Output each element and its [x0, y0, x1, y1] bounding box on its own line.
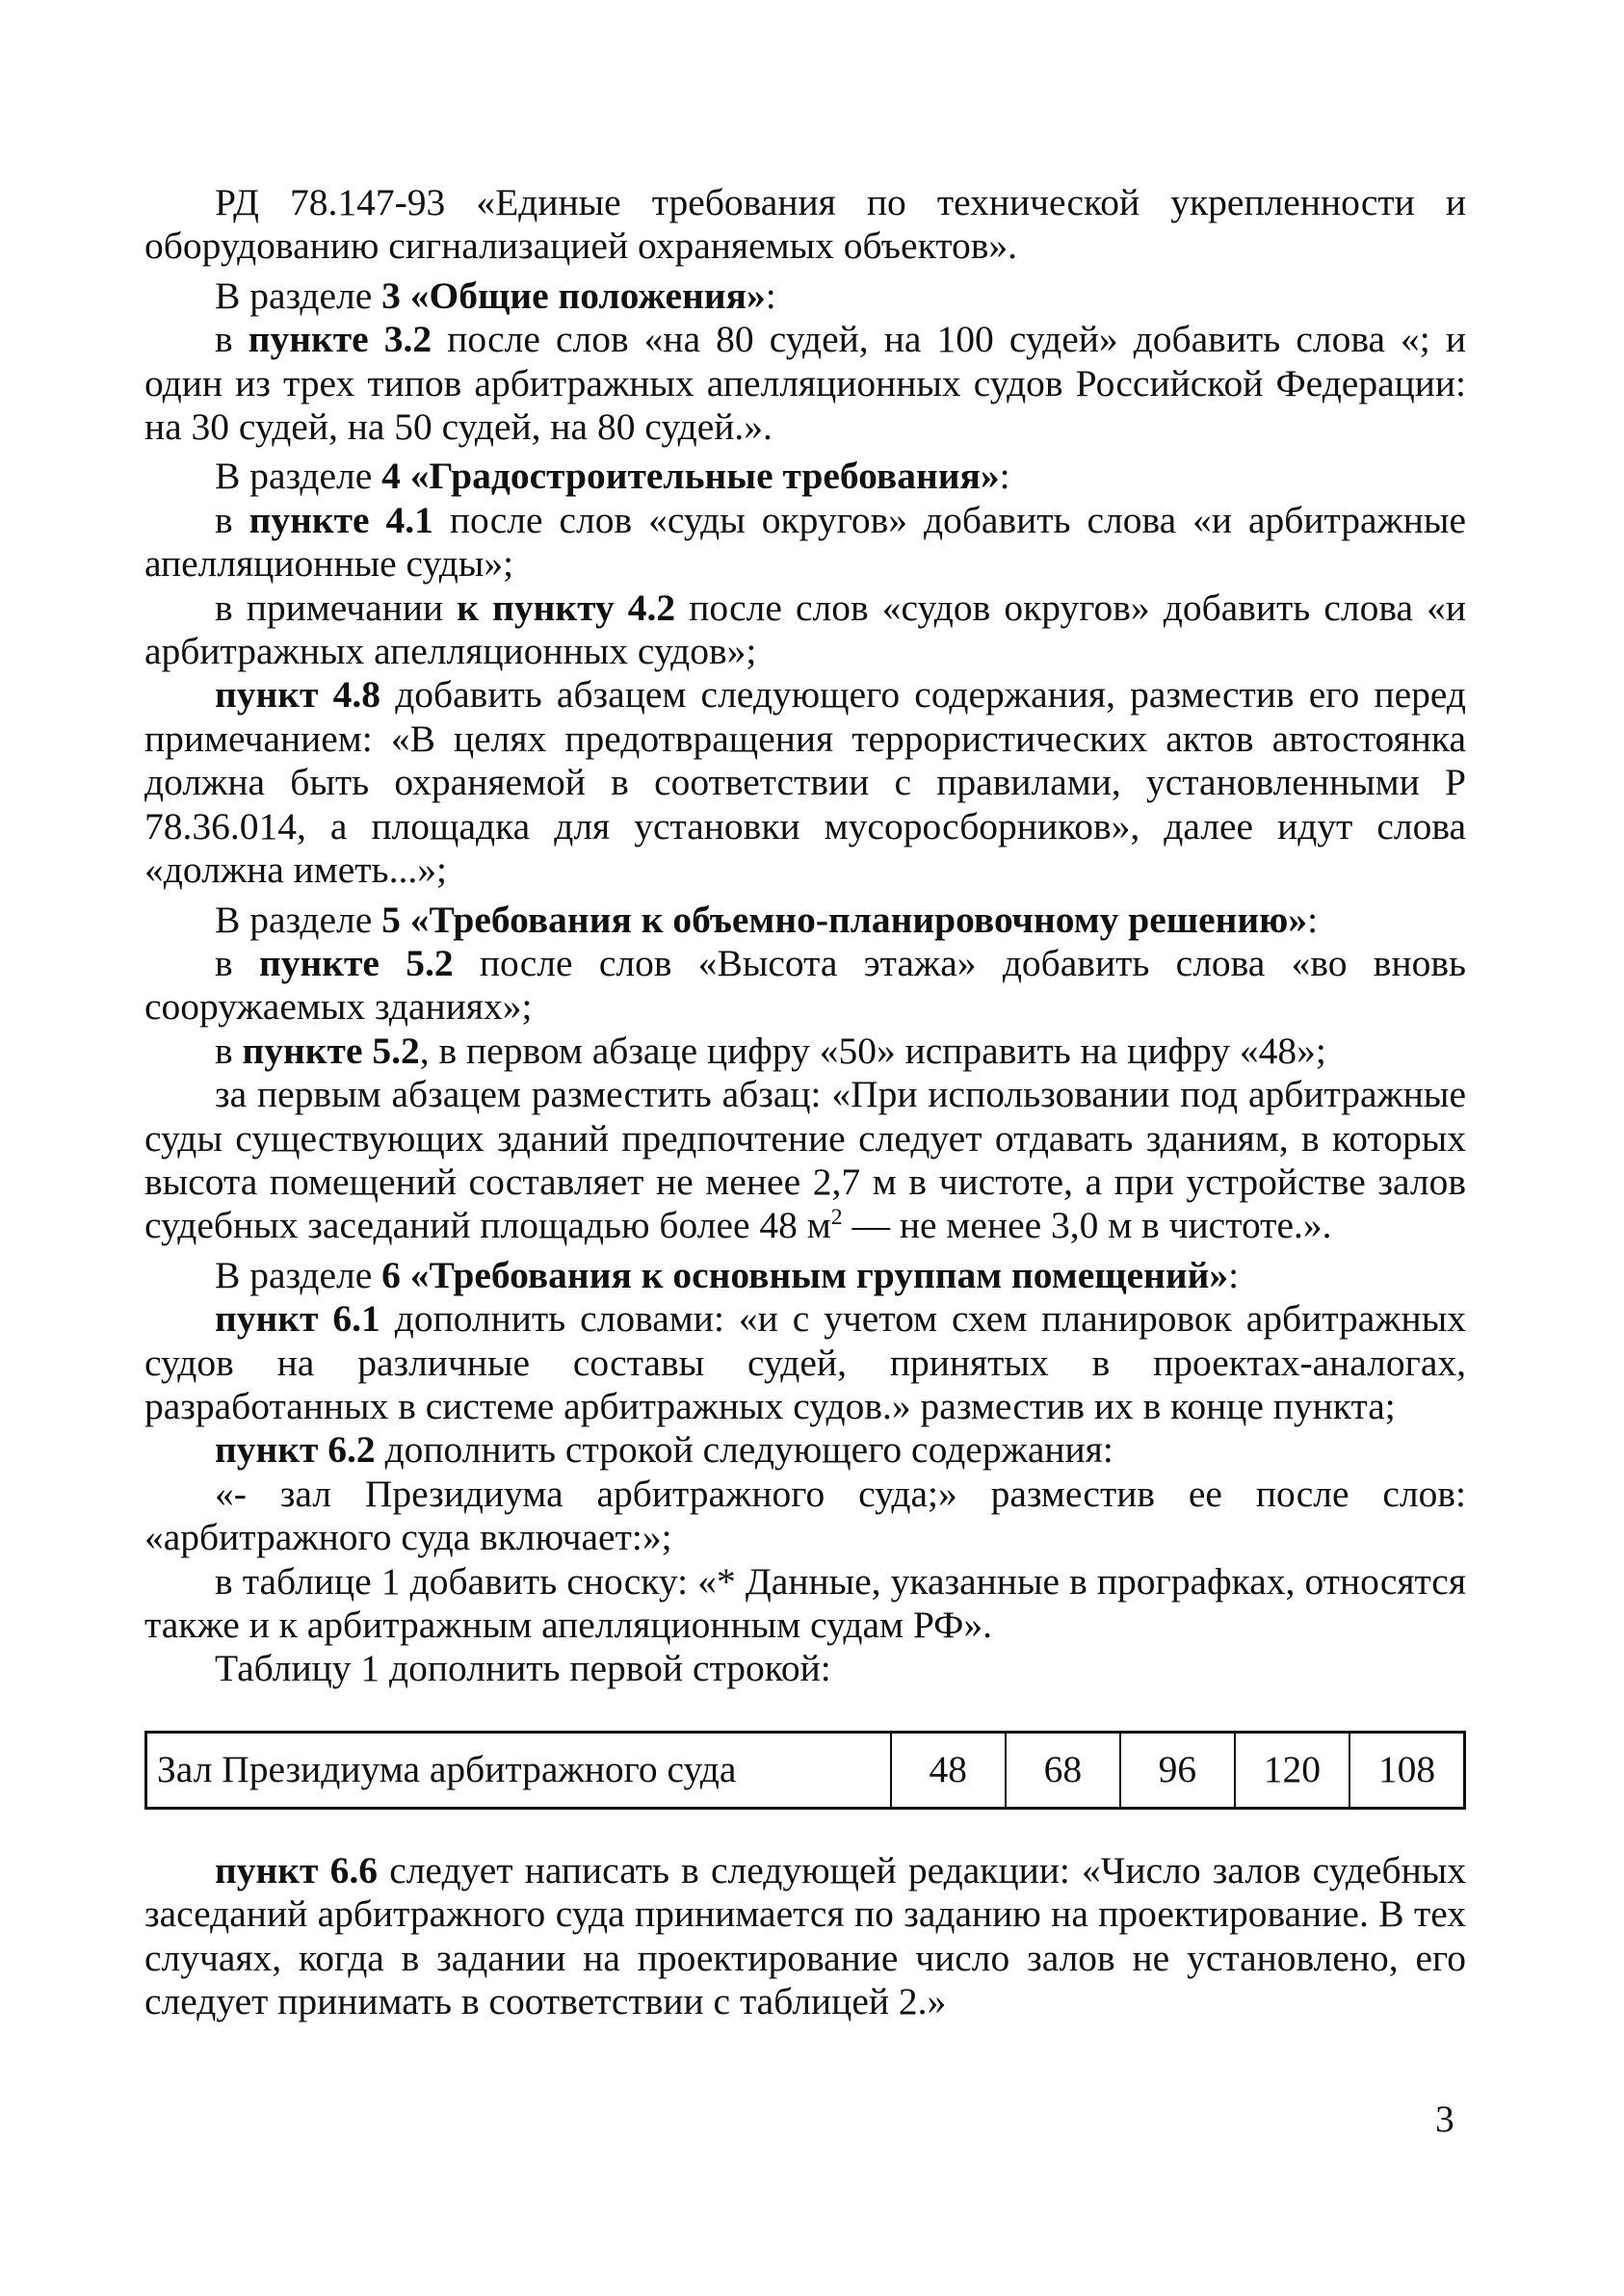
section-3-heading: [144, 274, 1466, 318]
item-6-1: [144, 1297, 1466, 1428]
item-3-2: [144, 318, 1466, 449]
table-cell-value: 120: [1235, 1732, 1349, 1808]
bold-run: 5 «Требования к объемно-планировочному решению»: [381, 898, 1308, 941]
table-row: [146, 1732, 1465, 1808]
bold-run: пункте 4.1: [249, 498, 433, 541]
intro-paragraph: РД 78.147-93 «Единые требования по технической укрепленности и оборудованию сигнализацией охраняемых объектов».: [144, 181, 1466, 268]
item-5-2-c: [144, 1073, 1466, 1248]
text-run: в: [215, 498, 249, 541]
item-6-6: [144, 1849, 1466, 2024]
item-5-2-a: [144, 942, 1466, 1030]
section-6-heading: [144, 1254, 1466, 1297]
item-5-2-b: [144, 1030, 1466, 1073]
text-run: — не менее 3,0 м в чистоте.».: [842, 1204, 1332, 1247]
text-run: после слов «судов округов» добавить слова «и арбитражных апелляционных судов»;: [144, 586, 1466, 673]
text-run: :: [1307, 898, 1319, 941]
section-5-heading: [144, 899, 1466, 942]
text-run: :: [765, 274, 776, 317]
text-run: В разделе: [215, 1253, 382, 1296]
bold-run: пункте 5.2: [242, 1029, 420, 1072]
text-run: В разделе: [215, 898, 382, 941]
item-6-2: [144, 1428, 1466, 1472]
table-cell-value: 108: [1349, 1732, 1465, 1808]
text-run: :: [999, 455, 1010, 498]
text-run: дополнить словами: «и с учетом схем планировок арбитражных судов на различные составы судей, принятых в проектах-аналогах, разработанных в системе арбитражных судов.» разместив их в конце пункта;: [144, 1297, 1466, 1427]
bold-run: пункте 3.2: [248, 318, 432, 361]
bold-run: к пункту 4.2: [457, 586, 676, 629]
text-run: :: [1228, 1253, 1240, 1296]
item-6-2-line: «- зал Президиума арбитражного суда;» разместив ее после слов: «арбитражного суда включает:»;: [144, 1472, 1466, 1559]
text-run: в: [215, 941, 259, 984]
bold-run: пункте 5.2: [258, 941, 454, 984]
table-cell-value: 48: [891, 1732, 1006, 1808]
text-run: В разделе: [215, 274, 382, 317]
text-run: за первым абзацем разместить абзац: «При использовании под арбитражные суды существующих зданий предпочтение следует отдавать зданиям, в которых высота помещений составляет не менее 2,7 м в чистоте, а при устройстве залов судебных заседаний площадью более 48 м: [144, 1073, 1466, 1247]
text-run: дополнить строкой следующего содержания:: [375, 1428, 1113, 1472]
bold-run: 6 «Требования к основным группам помещений»: [381, 1253, 1229, 1296]
superscript: 2: [830, 1205, 843, 1231]
bold-run: 3 «Общие положения»: [381, 274, 766, 317]
table-cell-label: Зал Президиума арбитражного суда: [146, 1732, 891, 1808]
table-cell-value: 68: [1006, 1732, 1120, 1808]
bold-run: пункт 4.8: [215, 673, 380, 717]
text-run: добавить абзацем следующего содержания, разместив его перед примечанием: «В целях предотвращения террористических актов автостоянка должна быть охраняемой в соответствии с правилами, установленными Р 78.36.014, а площадка для установки мусоросборников», далее идут слова «должна иметь...»;: [144, 673, 1466, 892]
text-run: следует написать в следующей редакции: «Число залов судебных заседаний арбитражного суда принимается по заданию на проектирование. В тех случаях, когда в задании на проектирование число залов не установлено, его следует принимать в соответствии с таблицей 2.»: [144, 1848, 1466, 2023]
amendment-table: [144, 1731, 1466, 1810]
bold-run: пункт 6.2: [215, 1428, 376, 1472]
text-run: после слов «на 80 судей, на 100 судей» добавить слова «; и один из трех типов арбитражных апелляционных судов Российской Федерации: на 30 судей, на 50 судей, на 80 судей.».: [144, 318, 1466, 449]
section-4-heading: [144, 455, 1466, 498]
text-run: в: [215, 318, 249, 361]
item-4-2: [144, 587, 1466, 674]
page-body: [144, 181, 1466, 2023]
item-4-8: [144, 673, 1466, 892]
bold-run: 4 «Градостроительные требования»: [381, 455, 1000, 498]
text-run: в примечании: [215, 586, 458, 629]
text-run: после слов «суды округов» добавить слова «и арбитражные апелляционные суды»;: [144, 498, 1467, 586]
text-run: в: [215, 1029, 243, 1072]
text-run: после слов «Высота этажа» добавить слова «во вновь сооружаемых зданиях»;: [144, 941, 1466, 1029]
text-run: В разделе: [215, 455, 382, 498]
table-1-intro: Таблицу 1 дополнить первой строкой:: [215, 1647, 831, 1690]
page-number: 3: [1435, 2098, 1454, 2140]
bold-run: пункт 6.6: [215, 1848, 378, 1892]
table-1-footnote: в таблице 1 добавить сноску: «* Данные, указанные в прографках, относятся также и к арбитражным апелляционным судам РФ».: [144, 1559, 1466, 1646]
text-run: , в первом абзаце цифру «50» исправить на цифру «48»;: [419, 1029, 1326, 1072]
bold-run: пункт 6.1: [215, 1297, 380, 1341]
item-4-1: [144, 499, 1466, 587]
table-cell-value: 96: [1120, 1732, 1235, 1808]
